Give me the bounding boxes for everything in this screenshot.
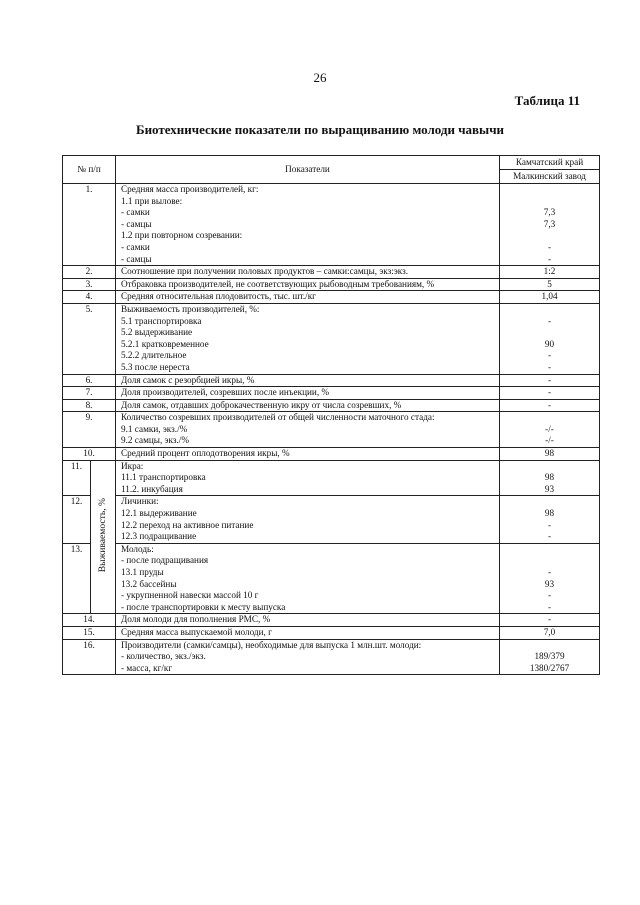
value-line: 1380/2767	[529, 662, 570, 673]
value-line	[500, 327, 599, 339]
row-number: 2.	[63, 266, 116, 279]
indicator-line: - самки	[121, 207, 150, 218]
indicator-line: Выживаемость производителей, %:	[121, 303, 260, 314]
value-line	[500, 544, 599, 556]
indicator-line: - самки	[121, 241, 150, 252]
value-line: -	[547, 241, 552, 252]
indicator-line: - после транспортировки к месту выпуска	[121, 601, 286, 612]
row-number: 14.	[63, 614, 116, 627]
value-line: -	[547, 350, 552, 361]
value-line: 93	[544, 578, 555, 589]
row-value	[500, 460, 600, 496]
row-value	[500, 448, 600, 461]
indicator-line: 12.3 подращивание	[121, 531, 197, 542]
table-row	[63, 412, 600, 448]
value-line	[500, 640, 599, 652]
value-line	[500, 304, 599, 316]
row-value	[500, 266, 600, 279]
value-line: -/-	[545, 423, 554, 434]
value-line: 98	[544, 472, 555, 483]
row-number: 10.	[63, 448, 116, 461]
indicator-line: - самцы	[121, 218, 152, 229]
row-indicator	[116, 614, 500, 627]
indicator-line: Средняя относительная плодовитость, тыс. шт./кг	[121, 291, 316, 302]
row-value	[500, 184, 600, 266]
row-number: 4.	[63, 291, 116, 304]
indicator-line: - масса, кг/кг	[121, 662, 173, 673]
table-label: Таблица 11	[514, 93, 580, 108]
value-line: 1,04	[541, 291, 558, 302]
row-indicator	[116, 626, 500, 639]
survival-group-label	[91, 460, 116, 614]
value-line: -	[547, 399, 552, 410]
row-number: 5.	[63, 303, 116, 374]
row-number: 6.	[63, 374, 116, 387]
value-line	[500, 461, 599, 473]
table-row	[63, 399, 600, 412]
value-line: 189/379	[534, 651, 565, 662]
table-row	[63, 184, 600, 266]
row-indicator	[116, 291, 500, 304]
row-number: 12.	[63, 496, 91, 543]
header-plant: Малкинский завод	[500, 170, 600, 184]
indicator-line: - после подращивания	[121, 555, 209, 566]
indicator-line: Доля самок, отдавших доброкачественную икру от числа созревших, %	[121, 399, 402, 410]
row-indicator	[116, 374, 500, 387]
value-line: -	[547, 361, 552, 372]
table-title: Биотехнические показатели по выращиванию молоди чавычи	[135, 122, 505, 137]
indicator-line: 5.3 после нереста	[121, 361, 190, 372]
row-indicator	[116, 278, 500, 291]
value-line: 90	[544, 338, 555, 349]
indicator-line: Личинки:	[121, 496, 159, 507]
table-row	[63, 496, 600, 543]
row-number: 15.	[63, 626, 116, 639]
value-line: -	[547, 601, 552, 612]
row-number: 16.	[63, 639, 116, 675]
table-row	[63, 266, 600, 279]
row-value	[500, 496, 600, 543]
row-indicator	[116, 399, 500, 412]
row-value	[500, 399, 600, 412]
value-line: -	[547, 519, 552, 530]
value-line: 93	[544, 483, 555, 494]
indicator-line: Икра:	[121, 460, 144, 471]
table-row	[63, 614, 600, 627]
indicator-line: 12.1 выдерживание	[121, 508, 197, 519]
table-row	[63, 460, 600, 496]
value-line	[500, 230, 599, 242]
row-indicator	[116, 412, 500, 448]
indicator-line: Молодь:	[121, 543, 154, 554]
value-line: -	[547, 531, 552, 542]
indicator-line: Доля самок с резорбцией икры, %	[121, 374, 255, 385]
row-number: 9.	[63, 412, 116, 448]
table-row	[63, 448, 600, 461]
value-line: -	[547, 567, 552, 577]
value-line: -	[547, 253, 552, 264]
row-number: 1.	[63, 184, 116, 266]
table-row	[63, 639, 600, 675]
indicator-line: - количество, экз./экз.	[121, 651, 206, 662]
indicator-line: - укрупненной навески массой 10 г	[121, 590, 259, 601]
row-indicator	[116, 387, 500, 400]
row-indicator	[116, 266, 500, 279]
value-line: 7,3	[543, 218, 556, 229]
page-number: 26	[313, 70, 327, 85]
row-indicator	[116, 448, 500, 461]
indicator-line: 12.2 переход на активное питание	[121, 519, 254, 530]
data-table-container	[62, 155, 599, 675]
row-value	[500, 626, 600, 639]
indicator-line: Соотношение при получении половых продуктов – самки:самцы, экз:экз.	[121, 266, 409, 277]
value-line: -	[547, 387, 552, 398]
value-line: -	[547, 590, 552, 601]
indicator-line: - самцы	[121, 253, 152, 264]
header-region: Камчатский край	[500, 156, 600, 170]
row-indicator	[116, 639, 500, 675]
row-value	[500, 303, 600, 374]
value-line	[500, 555, 599, 567]
indicator-line: Средний процент оплодотворения икры, %	[121, 448, 290, 459]
value-line: 98	[544, 508, 555, 519]
value-line	[500, 496, 599, 508]
value-line	[500, 184, 599, 196]
row-value	[500, 291, 600, 304]
value-line	[500, 196, 599, 208]
indicator-line: 9.2 самцы, экз./%	[121, 435, 189, 446]
survival-label-text: Выживаемость, %	[97, 498, 109, 573]
row-value	[500, 374, 600, 387]
row-indicator	[116, 496, 500, 543]
value-line	[500, 412, 599, 424]
row-indicator	[116, 184, 500, 266]
row-indicator	[116, 303, 500, 374]
row-number: 13.	[63, 543, 91, 614]
indicator-line: Средняя масса выпускаемой молоди, г	[121, 626, 272, 637]
value-line: 1:2	[543, 266, 556, 277]
indicator-line: 11.1 транспортировка	[121, 472, 206, 483]
row-value	[500, 639, 600, 675]
value-line: -/-	[545, 435, 554, 446]
table-row	[63, 387, 600, 400]
value-line: -	[547, 614, 552, 625]
header-number: № п/п	[63, 156, 116, 184]
row-indicator	[116, 460, 500, 496]
row-number: 3.	[63, 278, 116, 291]
table-row	[63, 278, 600, 291]
row-number: 11.	[63, 460, 91, 496]
indicator-line: Производители (самки/самцы), необходимые для выпуска 1 млн.шт. молоди:	[121, 639, 422, 650]
row-number: 8.	[63, 399, 116, 412]
indicator-line: 9.1 самки, экз./%	[121, 423, 188, 434]
indicator-line: Доля производителей, созревших после инъекции, %	[121, 387, 330, 398]
value-line: 7,0	[543, 626, 556, 637]
indicator-line: 13.1 пруды	[121, 567, 164, 577]
row-value	[500, 387, 600, 400]
row-value	[500, 543, 600, 614]
table-row	[63, 303, 600, 374]
table-row	[63, 291, 600, 304]
indicator-line: Доля молоди для пополнения РМС, %	[121, 614, 271, 625]
value-line: -	[547, 374, 552, 385]
indicator-line: 13.2 бассейны	[121, 578, 177, 589]
table-row	[63, 626, 600, 639]
header-indicators: Показатели	[116, 156, 500, 184]
indicator-line: 5.2 выдерживание	[121, 327, 193, 338]
indicator-line: Средняя масса производителей, кг:	[121, 184, 259, 194]
indicator-line: 11.2. инкубация	[121, 483, 183, 494]
indicator-line: 1.2 при повторном созревании:	[121, 230, 243, 241]
indicator-line: 5.2.2 длительное	[121, 350, 187, 361]
indicator-line: 5.1 транспортировка	[121, 315, 202, 326]
value-line: 5	[547, 278, 552, 289]
value-line: 7,3	[543, 207, 556, 218]
table-body	[63, 184, 600, 675]
indicator-line: 5.2.1 кратковременное	[121, 338, 209, 349]
row-value	[500, 614, 600, 627]
row-value	[500, 278, 600, 291]
row-value	[500, 412, 600, 448]
row-indicator	[116, 543, 500, 614]
table-row	[63, 543, 600, 614]
value-line: 98	[544, 448, 555, 459]
indicator-line: Количество созревших производителей от общей численности маточного стада:	[121, 412, 435, 423]
value-line: -	[547, 315, 552, 326]
bio-indicators-table	[62, 155, 600, 675]
indicator-line: Отбраковка производителей, не соответствующих рыбоводным требованиям, %	[121, 278, 435, 289]
row-number: 7.	[63, 387, 116, 400]
table-row	[63, 374, 600, 387]
indicator-line: 1.1 при вылове:	[121, 195, 183, 206]
